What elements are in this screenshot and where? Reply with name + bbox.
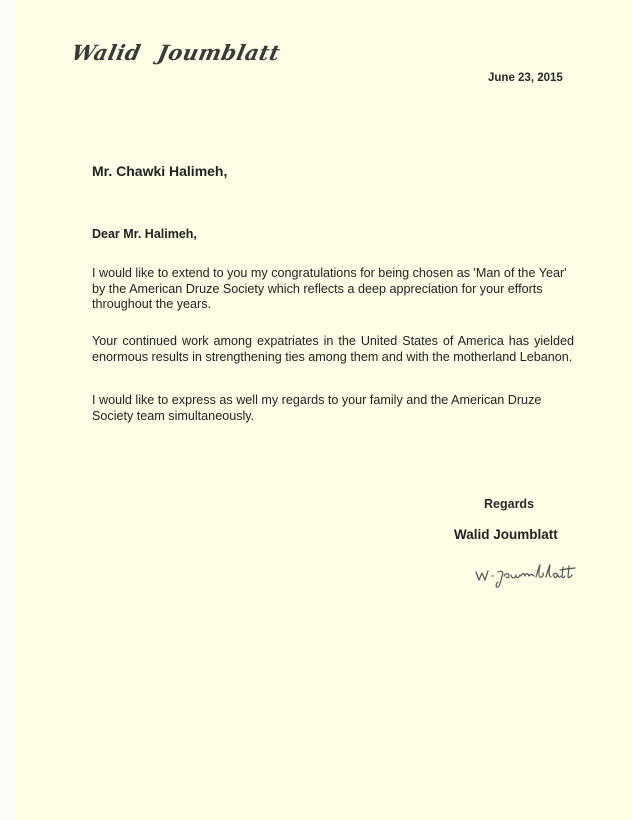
letter-date: June 23, 2015 [488, 72, 563, 84]
recipient-name: Mr. Chawki Halimeh, [92, 163, 228, 179]
body-paragraph-3: I would like to express as well my regards to your family and the American Druze Society team simultaneously. [92, 393, 542, 423]
letterhead-name: Walid Joumblatt [69, 40, 283, 65]
closing: Regards [484, 497, 535, 511]
body-paragraph-1: I would like to extend to you my congratulations for being chosen as 'Man of the Year' by the American Druze Society which reflects a deep appreciation for your efforts throughout the years. [92, 266, 567, 311]
signer-name: Walid Joumblatt [454, 527, 558, 542]
page-margin-strip [0, 0, 15, 820]
salutation: Dear Mr. Halimeh, [92, 227, 197, 241]
body-paragraph-2: Your continued work among expatriates in the United States of America has yielded enormous results in strengthening ties among them and with the motherland Lebanon. [92, 334, 574, 364]
signature-icon [474, 560, 580, 590]
